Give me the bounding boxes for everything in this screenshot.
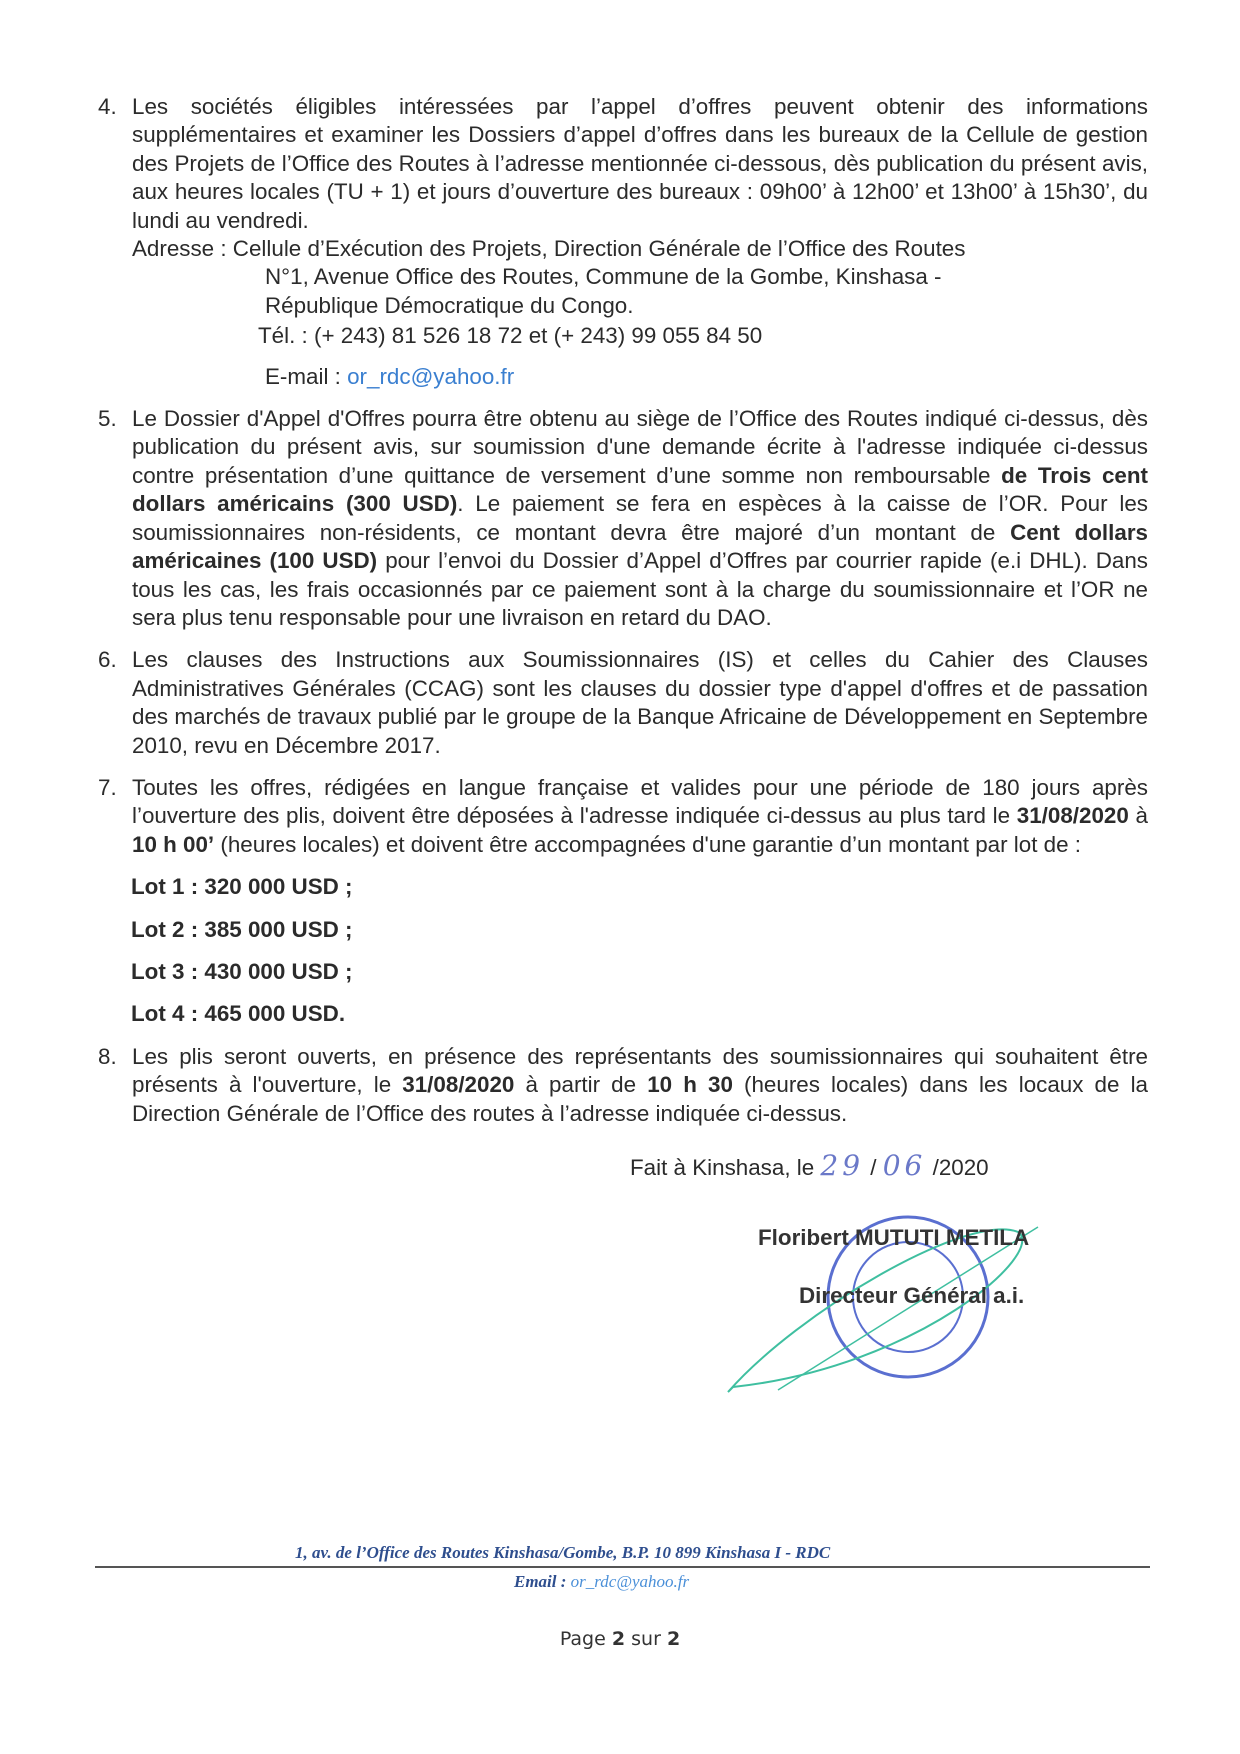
total-pages: 2: [666, 1628, 681, 1650]
opening-date: 31/08/2020: [402, 1072, 515, 1098]
phone-line: Tél. : (+ 243) 81 526 18 72 et (+ 243) 99 055 84 50: [258, 323, 763, 349]
footer-email: [514, 1572, 689, 1592]
text: (heures locales) et doivent être accompagnées d'une garantie d’un montant par lot de :: [214, 831, 1082, 857]
address-block: [132, 235, 1148, 391]
paragraph-4: [98, 93, 1148, 391]
footer-email-link[interactable]: or_rdc@yahoo.fr: [570, 1572, 690, 1591]
email-label: E-mail :: [265, 363, 348, 389]
lot-3: Lot 3 : 430 000 USD ;: [131, 958, 353, 984]
item-number: 6.: [98, 647, 117, 673]
text: pour l’envoi du Dossier d’Appel d’Offres par courrier rapide (e.i DHL). Dans tous les cas, les frais occasionnés par ce paiement sont à la charge du soumissionnaire et l’OR ne sera plus tenu responsable pour une livraison en retard du DAO.: [132, 548, 1149, 630]
paragraph-6: [98, 646, 1148, 760]
lot-1: Lot 1 : 320 000 USD ;: [131, 874, 353, 900]
text: Les plis seront ouverts, en présence des représentants des soumissionnaires qui souhaitent être présents à l'ouverture, le: [132, 1043, 1148, 1098]
deadline-date: 31/08/2020: [1016, 803, 1129, 829]
lot-4: Lot 4 : 465 000 USD.: [131, 1001, 346, 1027]
item-number: 7.: [98, 774, 117, 800]
handwritten-day: 29: [820, 1149, 865, 1182]
lot-2: Lot 2 : 385 000 USD ;: [131, 916, 353, 942]
paragraph-7: [98, 774, 1148, 1029]
place-text: Fait à Kinshasa, le: [630, 1155, 821, 1180]
item-number: 4.: [98, 94, 117, 119]
page-mid: sur: [625, 1628, 667, 1650]
address-line-1: Adresse : Cellule d’Exécution des Projets, Direction Générale de l’Office des Routes: [132, 236, 966, 262]
signatory-name: Floribert MUTUTI METILA: [758, 1225, 1030, 1250]
current-page: 2: [611, 1628, 626, 1650]
page-number: [0, 1628, 1240, 1650]
text: . Le paiement se fera en espèces à la caisse de l’OR. Pour les soumissionnaires non-résidents, ce montant devra être majoré d’un montant de: [132, 491, 1148, 545]
text: Toutes les offres, rédigées en langue française et valides pour une période de 180 jours après l’ouverture des plis, doivent être déposées à l'adresse indiquée ci-dessus au plus tard le: [132, 774, 1148, 829]
email-line: [265, 363, 1148, 391]
email-link[interactable]: or_rdc@yahoo.fr: [347, 363, 515, 389]
address-line-2: N°1, Avenue Office des Routes, Commune de la Gombe, Kinshasa -: [265, 264, 942, 290]
fee-amount: de Trois cent dollars américains (300 USD): [132, 462, 1149, 517]
paragraph-text: [132, 774, 1148, 859]
handwritten-month: 06: [882, 1149, 927, 1182]
paragraph-text: Les clauses des Instructions aux Soumissionnaires (IS) et celles du Cahier des Clauses Administratives Générales (CCAG) sont les clauses du dossier type d'appel d'offres et de passation des marchés de travaux publié par le groupe de la Banque Africaine de Développement en Septembre 2010, revu en Décembre 2017.: [132, 647, 1148, 758]
paragraph-8: [98, 1043, 1148, 1128]
separator: /: [864, 1155, 883, 1180]
extra-fee-amount: Cent dollars américaines (100 USD): [132, 519, 1148, 574]
footer-email-label: Email :: [514, 1572, 571, 1591]
paragraph-text: [132, 1043, 1148, 1128]
opening-time: 10 h 30: [647, 1072, 733, 1098]
signatory-title: Directeur Général a.i.: [799, 1283, 1025, 1308]
text: à: [1128, 803, 1148, 829]
text: (heures locales) dans les locaux de la Direction Générale de l’Office des routes à l’adresse indiquée ci-dessus.: [132, 1072, 1148, 1126]
address-line-3: République Démocratique du Congo.: [265, 292, 634, 318]
text: Le Dossier d'Appel d'Offres pourra être obtenu au siège de l’Office des Routes indiqué ci-dessus, dès publication du présent avis, sur soumission d'une demande écrite à l'adresse indiquée ci-dessus contre présentation d’une quittance de versement d’une somme non remboursable: [132, 406, 1148, 488]
deadline-time: 10 h 00’: [132, 831, 215, 857]
item-number: 8.: [98, 1043, 117, 1069]
paragraph-text: [132, 405, 1148, 632]
footer-divider: [95, 1566, 1150, 1568]
footer-address: 1, av. de l’Office des Routes Kinshasa/Gombe, B.P. 10 899 Kinshasa I - RDC: [295, 1543, 831, 1562]
paragraph-text: Les sociétés éligibles intéressées par l’appel d’offres peuvent obtenir des informations supplémentaires et examiner les Dossiers d’appel d’offres dans les bureaux de la Cellule de gestion des Projets de l’Office des Routes à l’adresse mentionnée ci-dessous, dès publication du présent avis, aux heures locales (TU + 1) et jours d’ouverture des bureaux : 09h00’ à 12h00’ et 13h00’ à 15h30’, du lundi au vendredi.: [132, 94, 1148, 233]
year: /2020: [926, 1155, 989, 1180]
document-body: [98, 93, 1148, 1402]
signature-block: [98, 1149, 1148, 1402]
item-number: 5.: [98, 406, 117, 432]
signature-date: [630, 1149, 989, 1182]
text: à partir de: [514, 1072, 648, 1098]
page-prefix: Page: [559, 1628, 612, 1650]
paragraph-5: [98, 405, 1148, 632]
